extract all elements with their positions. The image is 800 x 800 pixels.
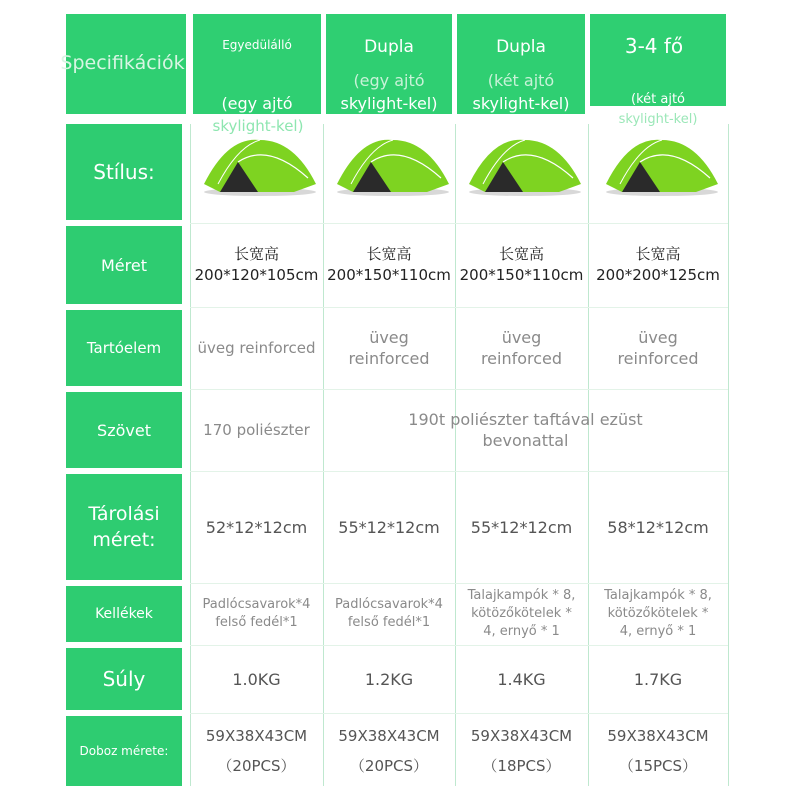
storage-value: 55*12*12cm <box>470 517 573 537</box>
weight-cell-3 <box>455 648 588 710</box>
col-1-title: Egyedülálló <box>222 38 292 52</box>
col-4-sub2: skylight-kel) <box>618 112 698 127</box>
box-dims: 59X38X43CM <box>607 727 709 745</box>
row-label-storage-line1: Tárolási <box>88 503 160 525</box>
size-value: 200*200*125cm <box>596 266 720 284</box>
size-unit-label: 长宽高 <box>498 245 544 263</box>
frame-value-line1: üveg <box>501 328 542 347</box>
row-label-accessories: Kellékek <box>95 606 153 622</box>
box-qty: （18PCS） <box>482 757 561 775</box>
grid-hline <box>190 583 728 584</box>
accessories-line: kötözőkötelek * <box>471 606 572 621</box>
col-3-sub2: skylight-kel) <box>472 94 570 113</box>
row-label-style: Stílus: <box>93 160 155 184</box>
weight-value: 1.2KG <box>364 669 414 689</box>
col-2-sub1: (egy ajtó <box>353 71 425 90</box>
col-2-sub2: skylight-kel) <box>340 94 438 113</box>
col-4-title: 3-4 fő <box>624 34 684 58</box>
weight-value: 1.0KG <box>232 669 281 689</box>
accessories-line: Talajkampók * 8, <box>604 588 712 603</box>
accessories-cell-4 <box>588 586 728 642</box>
box-cell-1 <box>190 716 323 786</box>
size-value: 200*150*110cm <box>327 266 451 284</box>
storage-value: 55*12*12cm <box>338 517 440 537</box>
box-qty: （20PCS） <box>217 757 296 775</box>
box-dims: 59X38X43CM <box>205 727 308 745</box>
storage-cell-2 <box>323 474 455 580</box>
size-value: 200*120*105cm <box>194 266 319 284</box>
accessories-cell-2 <box>323 586 455 642</box>
frame-value-line1: üveg <box>638 328 678 347</box>
row-label-box: Doboz mérete: <box>79 744 169 758</box>
accessories-line: Talajkampók * 8, <box>467 588 576 603</box>
accessories-line: 4, ernyő * 1 <box>619 624 697 639</box>
col-3-sub1: (két ajtó <box>487 71 555 90</box>
col-2-title: Dupla <box>364 37 414 57</box>
size-value: 200*150*110cm <box>459 266 584 284</box>
storage-value: 52*12*12cm <box>205 517 308 537</box>
col-4-sub1: (két ajtó <box>631 92 685 107</box>
frame-value-line2: reinforced <box>348 349 430 368</box>
tent-image-4 <box>600 132 722 198</box>
tent-image-2 <box>331 132 453 198</box>
accessories-line: felső fedél*1 <box>215 615 298 630</box>
row-label-size: Méret <box>101 255 147 275</box>
col-3-title: Dupla <box>496 37 546 57</box>
fabric-merged-line2: bevonattal <box>482 431 569 450</box>
tent-image-1 <box>198 132 320 198</box>
tent-image-3 <box>463 132 585 198</box>
weight-cell-2 <box>323 648 455 710</box>
storage-cell-1 <box>190 474 323 580</box>
accessories-cell-3 <box>455 586 588 642</box>
frame-value-line1: üveg <box>369 328 409 347</box>
accessories-line: Padlócsavarok*4 <box>335 597 443 612</box>
col-1-sub1: (egy ajtó <box>221 94 293 113</box>
box-cell-3 <box>455 716 588 786</box>
row-label-fabric: Szövet <box>97 420 151 440</box>
fabric-cell-merged <box>323 392 728 468</box>
size-cell-3 <box>455 226 588 304</box>
frame-value-line2: reinforced <box>480 349 563 368</box>
accessories-line: Padlócsavarok*4 <box>202 597 311 612</box>
weight-cell-4 <box>588 648 728 710</box>
size-cell-4 <box>588 226 728 304</box>
size-cell-2 <box>323 226 455 304</box>
box-cell-4 <box>588 716 728 786</box>
spec-label: Specifikációk <box>60 52 185 74</box>
box-qty: （15PCS） <box>618 757 698 775</box>
frame-cell-3 <box>455 310 588 386</box>
box-dims: 59X38X43CM <box>338 727 440 745</box>
grid-hline <box>190 389 728 390</box>
accessories-line: felső fedél*1 <box>347 615 431 630</box>
frame-value-line2: reinforced <box>617 349 699 368</box>
grid-hline <box>190 307 728 308</box>
weight-value: 1.7KG <box>633 669 683 689</box>
frame-cell-4 <box>588 310 728 386</box>
weight-cell-1 <box>190 648 323 710</box>
box-qty: （20PCS） <box>349 757 429 775</box>
frame-cell-2 <box>323 310 455 386</box>
size-unit-label: 长宽高 <box>635 245 681 263</box>
fabric-cell-1 <box>190 392 323 468</box>
size-unit-label: 长宽高 <box>366 245 412 263</box>
storage-value: 58*12*12cm <box>607 517 709 537</box>
grid-hline <box>190 713 728 714</box>
box-dims: 59X38X43CM <box>470 727 573 745</box>
row-label-weight: Súly <box>102 667 146 691</box>
box-cell-2 <box>323 716 455 786</box>
storage-cell-4 <box>588 474 728 580</box>
size-unit-label: 长宽高 <box>233 245 279 263</box>
frame-cell-1 <box>190 310 323 386</box>
fabric-value: 170 poliészter <box>203 420 310 439</box>
size-cell-1 <box>190 226 323 304</box>
grid-hline <box>190 471 728 472</box>
row-label-storage-line2: méret: <box>92 529 156 551</box>
row-label-storage <box>66 474 182 580</box>
accessories-line: kötözőkötelek * <box>607 606 709 621</box>
grid-hline <box>190 223 728 224</box>
storage-cell-3 <box>455 474 588 580</box>
row-label-frame: Tartóelem <box>86 339 162 357</box>
fabric-merged-line1: 190t poliészter taftával ezüst <box>408 410 643 429</box>
frame-value: üveg reinforced <box>197 338 316 357</box>
accessories-line: 4, ernyő * 1 <box>483 624 560 639</box>
col-1-sub2: skylight-kel) <box>212 117 304 135</box>
grid-hline <box>190 645 728 646</box>
accessories-cell-1 <box>190 586 323 642</box>
weight-value: 1.4KG <box>497 669 546 689</box>
grid-vline <box>728 124 729 786</box>
